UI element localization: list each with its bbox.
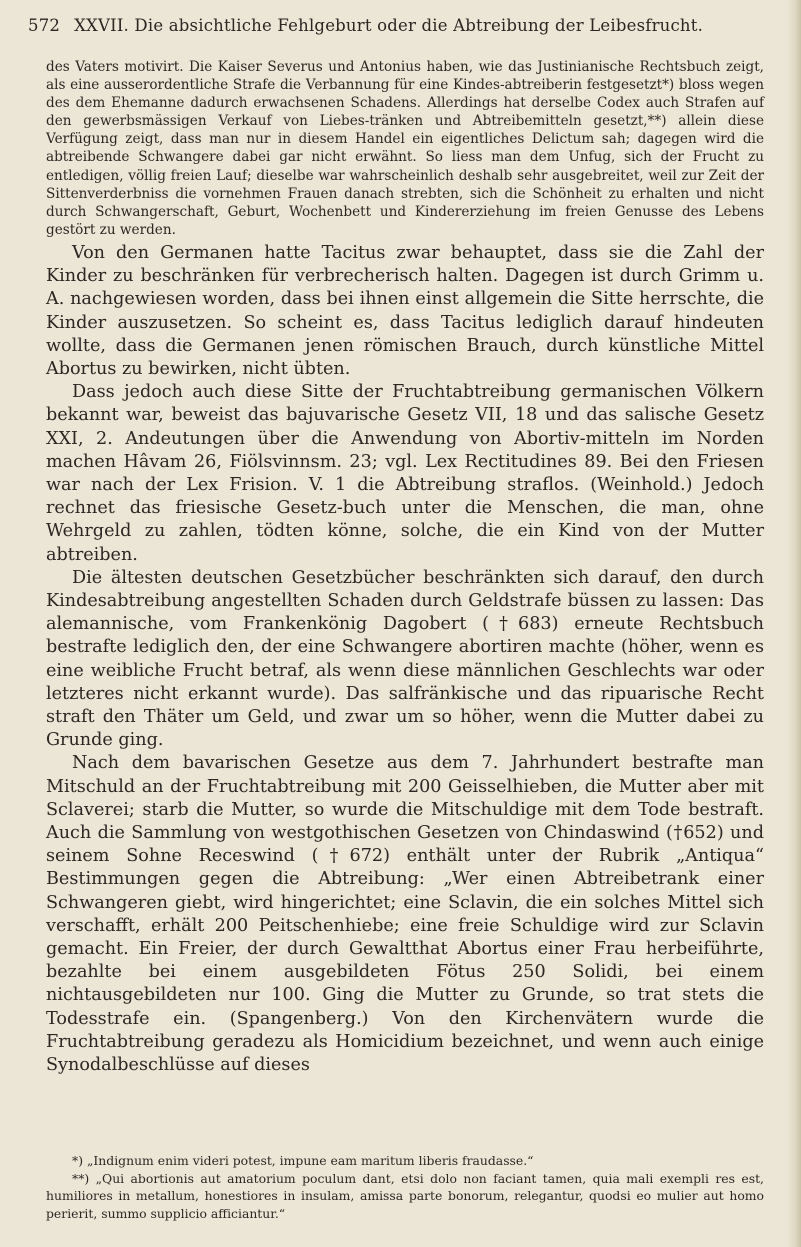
footnote-2: **) „Qui abortionis aut amatorium poculum dant, etsi dolo non faciant tamen, quia mali exempli res est, humiliores in metallum, honestiores in insulam, amissa parte bonorum, relegantur, quodsi eo mulier aut homo perierit, summo supplicio afficiantur.“ — [46, 1170, 764, 1221]
paragraph-gesetzbuecher: Die ältesten deutschen Gesetzbücher beschränkten sich darauf, den durch Kindesabtreibung angestellten Schaden durch Geldstrafe büssen zu lassen: Das alemannische, vom Frankenkönig Dagobert (†683) erneute Rechtsbuch bestrafte lediglich den, der eine Schwangere abortiren machte (höher, wenn es eine weibliche Frucht betraf, als wenn diese männlichen Geschlechts war oder letzteres nicht erkannt wurde). Das salfränkische und das ripuarische Recht straft den Thäter um Geld, und zwar um so höher, wenn die Mutter dabei zu Grunde ging. — [46, 567, 764, 751]
footnote-1: *) „Indignum enim videri potest, impune eam maritum liberis fraudasse.“ — [72, 1153, 534, 1168]
footnotes — [46, 1152, 764, 1222]
page-number: 572 — [28, 16, 61, 35]
paragraph-fruchtabtreibung: Dass jedoch auch diese Sitte der Fruchtabtreibung germanischen Völkern bekannt war, beweist das bajuvarische Gesetz VII, 18 und das salische Gesetz XXI, 2. Andeutungen über die Anwendung von Abortiv-mitteln im Norden machen Hâvam 26, Fiölsvinnsm. 23; vgl. Lex Rectitudines 89. Bei den Friesen war nach der Lex Frision. V. 1 die Abtreibung straflos. (Weinhold.) Jedoch rechnet das friesische Gesetz-buch unter die Menschen, die man, ohne Wehrgeld zu zahlen, tödten könne, solche, die ein Kind von der Mutter abtreiben. — [46, 382, 764, 565]
body-text — [46, 58, 764, 1077]
paragraph-bavarisch: Nach dem bavarischen Gesetze aus dem 7. Jahrhundert bestrafte man Mitschuld an der Fruchtabtreibung mit 200 Geisselhieben, die Mutter aber mit Sclaverei; starb die Mutter, so wurde die Mitschuldige mit dem Tode bestraft. Auch die Sammlung von westgothischen Gesetzen von Chindaswind (†652) und seinem Sohne Receswind (†672) enthält unter der Rubrik „Antiqua“ Bestimmungen gegen die Abtreibung: „Wer einen Abtreibetrank einer Schwangeren giebt, wird hingerichtet; eine Sclavin, die ein solches Mittel sich verschafft, erhält 200 Peitschenhiebe; eine freie Schuldige wird zur Sclavin gemacht. Ein Freier, der durch Gewaltthat Abortus einer Frau herbeiführte, bezahlte bei einem ausgebildeten Fötus 250 Solidi, bei einem nichtausgebildeten nur 100. Ging die Mutter zu Grunde, so trat stets die Todesstrafe ein. (Spangenberg.) Von den Kirchenvätern wurde die Fruchtabtreibung geradezu als Homicidium bezeichnet, und wenn auch einige Synodalbeschlüsse auf dieses — [46, 753, 764, 1076]
paragraph-germanen: Von den Germanen hatte Tacitus zwar behauptet, dass sie die Zahl der Kinder zu beschränken für verbrecherisch halten. Dagegen ist durch Grimm u. A. nachgewiesen worden, dass bei ihnen einst allgemein die Sitte herrschte, die Kinder auszusetzen. So scheint es, dass Tacitus lediglich darauf hindeuten wollte, dass die Germanen jenen römischen Brauch, durch künstliche Mittel Abortus zu bewirken, nicht übten. — [46, 242, 764, 379]
running-head — [28, 16, 773, 35]
intro-paragraph: des Vaters motivirt. Die Kaiser Severus und Antonius haben, wie das Justinianische Rechtsbuch zeigt, als eine ausserordentliche Strafe die Verbannung für eine Kindes-abtreiberin festgesetzt*) bloss wegen des dem Ehemanne dadurch erwachsenen Schadens. Allerdings hat derselbe Codex auch Strafen auf den gewerbsmässigen Verkauf von Liebes-tränken und Abtreibemitteln gesetzt,**) allein diese Verfügung zeigt, dass man nur in diesem Handel ein eigentliches Delictum sah; dagegen wird die abtreibende Schwangere dabei gar nicht erwähnt. So liess man dem Unfug, sich der Frucht zu entledigen, völlig freien Lauf; dieselbe war wahrscheinlich deshalb sehr ausgebreitet, weil zur Zeit der Sittenverderbniss die vornehmen Frauen danach strebten, sich die Schönheit zu erhalten und nicht durch Schwangerschaft, Geburt, Wochenbett und Kindererziehung im freien Genusse des Lebens gestört zu werden. — [46, 59, 764, 238]
chapter-title: XXVII. Die absichtliche Fehlgeburt oder die Abtreibung der Leibesfrucht. — [74, 16, 704, 35]
page-edge — [787, 0, 801, 1247]
